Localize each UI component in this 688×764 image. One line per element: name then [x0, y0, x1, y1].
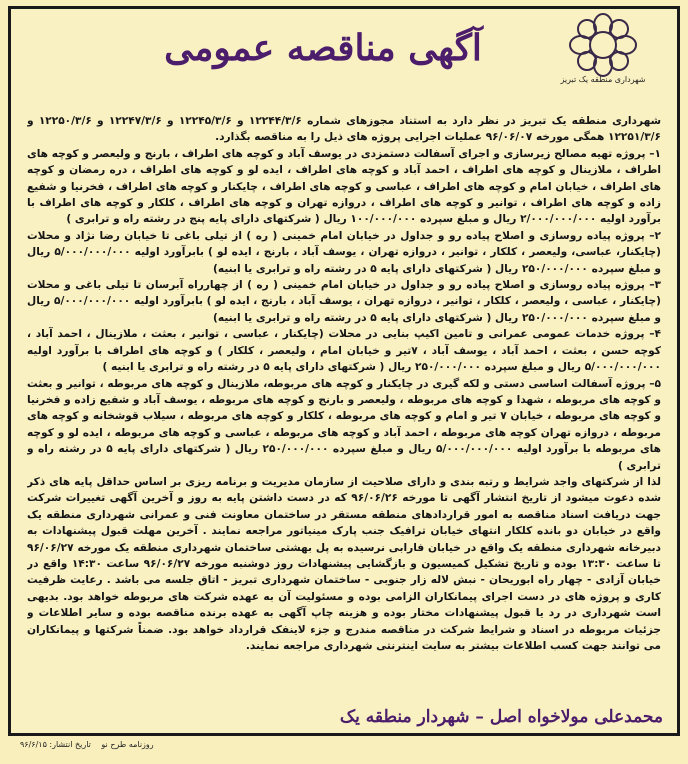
- flower-emblem-icon: [568, 13, 638, 77]
- publication-footer: [12, 740, 154, 749]
- municipality-logo: [543, 13, 663, 99]
- header: [25, 13, 663, 101]
- closing-paragraph: لذا از شرکتهای واجد شرایط و رتبه بندی و دارای صلاحیت از سازمان مدیریت و برنامه ریزی بر اساس حداقل پایه های ذکر شده دعوت میشود از تاریخ انتشار آگهی تا مورخه ۹۶/۰۶/۲۶ که در دست داشتن پایه به روز و آخرین آگهی تغییرات شرکت جهت دریافت اسناد مناقصه به امور قراردادهای منطقه مستقر در ساختمان معاونت فنی و عمرانی شهرداری منطقه یک واقع در خیابان دو بانده کلکار انتهای خیابان ترافیک جنب پارک مینیاتور مراجعه نمایند . آخرین مهلت قبول پیشنهادات به دبیرخانه شهرداری منطقه یک واقع در خیابان فارابی نرسیده به پل بهشتی ساختمان شهرداری منطقه یک مورخه ۹۶/۰۶/۲۷ تا ساعت ۱۳:۳۰ بوده و تاریخ تشکیل کمیسیون و بازگشایی پیشنهادات روز دوشنبه مورخه ۹۶/۰۶/۲۷ ساعت ۱۴:۳۰ واقع در خیابان آزادی - چهار راه ابوریحان - نبش لاله زار جنوبی - ساختمان شهرداری تبریز - اتاق جلسه می باشد . رعایت ظرفیت کاری و پروژه های در دست اجرای پیمانکاران الزامی بوده و مسئولیت آن به عهده شرکت های مربوطه خواهد بود. بدیهی است شهرداری در رد یا قبول پیشنهادات مختار بوده و هزینه چاپ آگهی به عهده برنده مناقصه بوده و سایر اطلاعات و جزئیات مربوطه در اسناد و شرایط شرکت در مناقصه مندرج و جزء لاینفک قرارداد خواهد بود. ضمناً شرکتها و پیمانکاران می توانند جهت کسب اطلاعات بیشتر به سایت اینترنتی شهرداری مراجعه نمایند.: [27, 475, 661, 652]
- publish-date: تاریخ انتشار: ۹۶/۶/۱۵: [20, 740, 91, 749]
- project-item-1: ۱– پروژه تهیه مصالح زیرسازی و اجرای آسفالت دستمزدی در یوسف آباد و کوچه های اطراف ، بارنج و ولیعصر و کوچه های اطراف ، ملازینال و کوچه های اطراف ، احمد آباد و کوچه های اطراف ، ایده لو و کوچه های اطراف ، دره رمضان و کوچه های اطراف ، خیابان امام و کوچه های اطراف ، عباسی و کوچه های اطراف ، چایکنار و کوچه های اطراف ، فخرنیا و شفیع زاده و کوچه های اطراف ، توانیر و کوچه های اطراف ، دروازه تهران و کوچه های اطراف ، کلکار و کوچه های اطراف با برآورد اولیه ۲/۰۰۰/۰۰۰/۰۰۰ ریال و مبلغ سپرده ۱۰۰/۰۰۰/۰۰۰ ریال ( شرکتهای دارای پایه پنج در رشته راه و ترابری ): [27, 147, 661, 226]
- announcement-body: [27, 113, 661, 699]
- project-item-5: ۵– پروژه آسفالت اساسی دستی و لکه گیری در چایکنار و کوچه های مربوطه، ملازینال و کوچه های مربوطه ، توانیر و بعثت و کوچه های مربوطه ، شهدا و کوچه های مربوطه ، ولیعصر و بارنج و کوچه های مربوطه ، یوسف آباد و شفیع زاده و فخرنیا و کوچه های مربوطه ، خیابان ۷ تیر و امام و کوچه های مربوطه ، کلکار و کوچه های مربوطه ، سیلاب قوشخانه و کوچه های مربوطه ، دروازه تهران کوچه های مربوطه ، احمد آباد و کوچه های مربوطه ، عباسی و کوچه های مربوطه ، ایده لو و کوچه های مربوطه با برآورد اولیه ۵/۰۰۰/۰۰۰/۰۰۰ ریال و مبلغ سپرده ۲۵۰/۰۰۰/۰۰۰ ریال ( شرکتهای دارای پایه ۵ در رشته راه و ترابری ): [27, 377, 661, 472]
- newspaper-name: روزنامه طرح نو: [101, 740, 154, 749]
- logo-caption: شهرداری منطقه یک تبریز: [560, 75, 646, 84]
- page-title: آگهی مناقصه عمومی: [164, 27, 482, 69]
- mayor-signature: محمدعلی مولاخواه اصل – شهردار منطقه یک: [339, 707, 663, 727]
- project-item-2: ۲– پروژه پیاده روسازی و اصلاح پیاده رو و جداول در خیابان امام خمینی ( ره ) از تیلی باغی تا خیابان رضا نژاد و محلات (چایکنار، عباسی، ولیعصر ، کلکار ، توانیر ، دروازه تهران ، یوسف آباد ، بارنج ، ایده لو ) بابرآورد اولیه ۵/۰۰۰/۰۰۰/۰۰۰ ریال و مبلغ سپرده ۲۵۰/۰۰۰/۰۰۰ ریال ( شرکتهای دارای پایه ۵ در رشته راه و ترابری یا ابنیه): [27, 229, 661, 275]
- project-item-3: ۳– پروژه پیاده روسازی و اصلاح پیاده رو و جداول در خیابان امام خمینی ( ره ) از چهارراه آبرسان تا تیلی باغی و محلات (چایکنار ، عباسی ، ولیعصر ، کلکار ، توانیر ، دروازه تهران ، یوسف آباد ، بارنج ، ایده لو ) بابرآورد اولیه ۵/۰۰۰/۰۰۰/۰۰۰ ریال و مبلغ سپرده ۲۵۰/۰۰۰/۰۰۰ ریال ( شرکتهای دارای پایه ۵ در رشته راه و ترابری یا ابنیه): [27, 279, 661, 324]
- project-item-4: ۴– پروژه خدمات عمومی عمرانی و تامین اکیپ بنایی در محلات (چایکنار ، عباسی ، توانیر ، بعثت ، ملازینال ، احمد آباد ، کوچه حسن ، بعثت ، احمد آباد ، یوسف آباد ، ۷تیر و خیابان امام ، ولیعصر ، کلکار ) و کوچه های اطراف با برآورد اولیه ۵/۰۰۰/۰۰۰/۰۰۰ ریال و مبلغ سپرده ۲۵۰/۰۰۰/۰۰۰ ریال ( شرکتهای دارای پایه ۵ در رشته راه و ترابری یا ابنیه ): [27, 328, 661, 374]
- intro-paragraph: شهرداری منطقه یک تبریز در نظر دارد به استناد مجوزهای شماره ۱۲۲۴۴/۳/۶ و ۱۲۲۴۵/۳/۶ و ۱۲۲۴۷/۳/۶ و ۱۲۲۵۰/۳/۶ و ۱۲۲۵۱/۳/۶ همگی مورخه ۹۶/۰۶/۰۷ عملیات اجرایی پروژه های ذیل را به مناقصه بگذارد.: [27, 115, 661, 144]
- advertisement-frame: [8, 6, 680, 736]
